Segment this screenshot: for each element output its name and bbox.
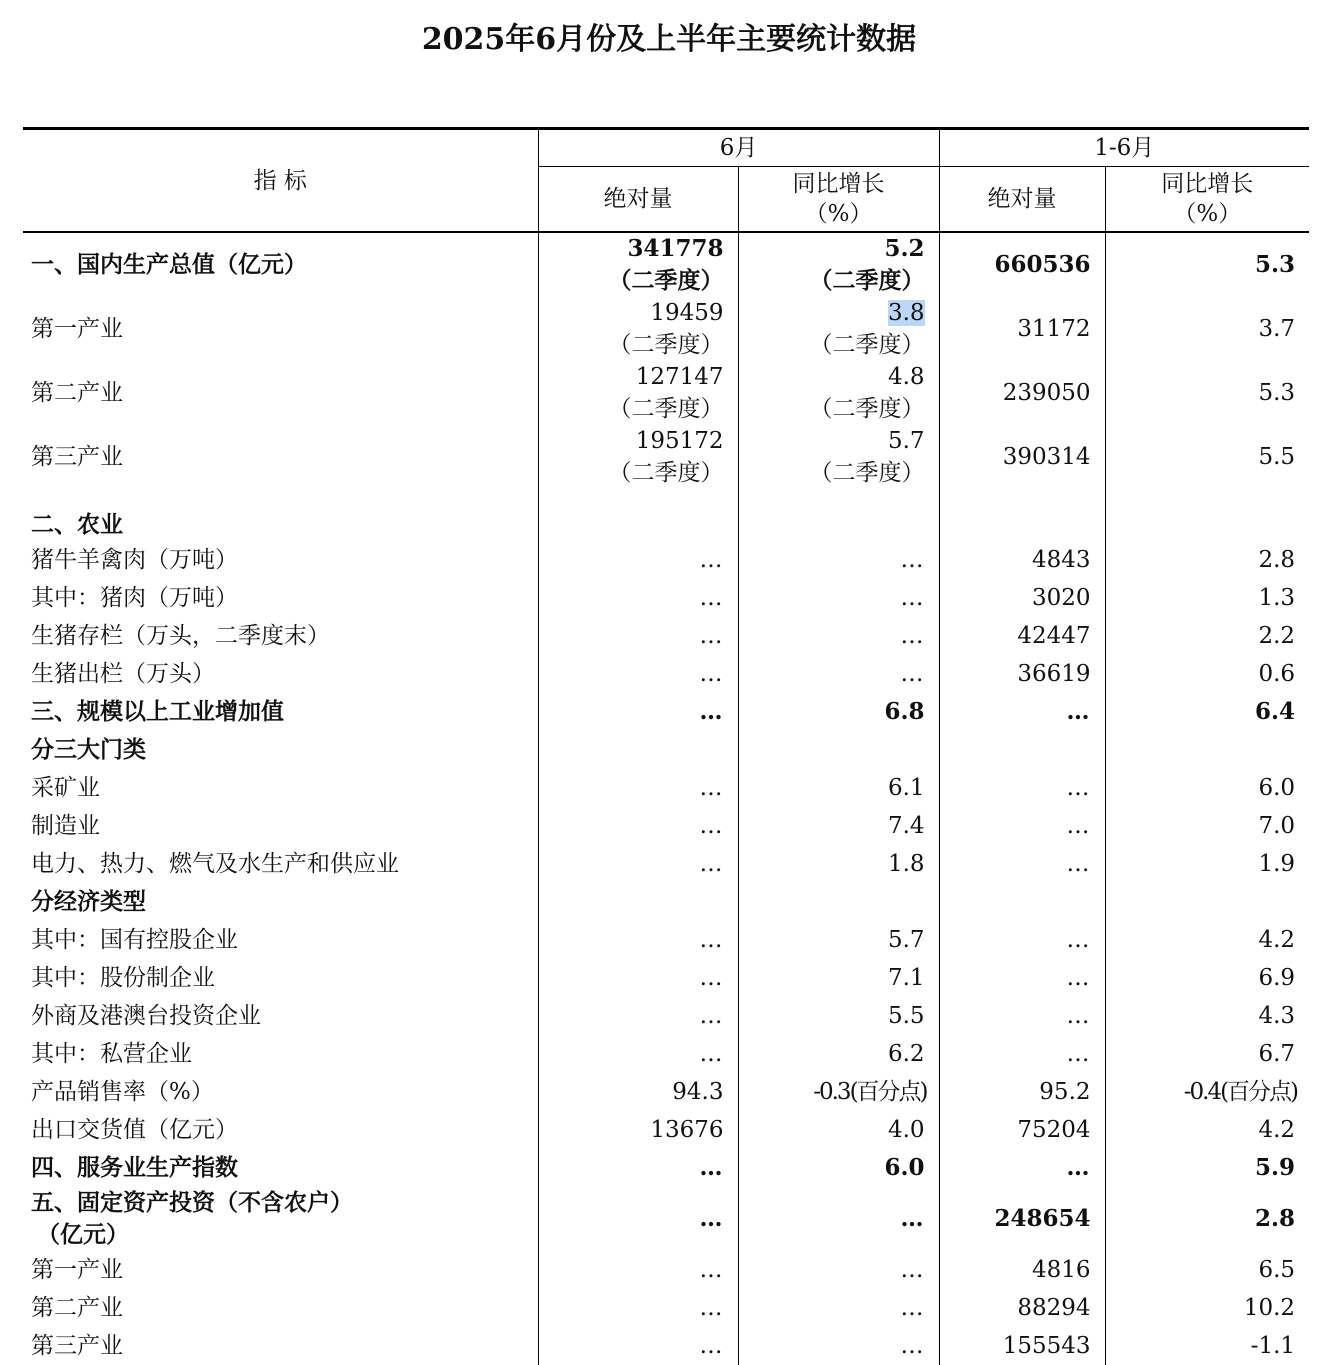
- table-row: [23, 617, 1309, 655]
- row-label: 三、规模以上工业增加值: [31, 698, 284, 725]
- row-label: 分经济类型: [31, 888, 146, 915]
- row-label: 电力、热力、燃气及水生产和供应业: [31, 851, 399, 877]
- june-absolute-cell: [538, 489, 738, 541]
- header-ytd-growth: [1105, 167, 1309, 233]
- ytd-absolute-cell: 155543: [939, 1327, 1105, 1365]
- value-note: （二季度）: [809, 332, 925, 358]
- ytd-growth-cell: 2.8: [1105, 541, 1309, 579]
- ytd-absolute-cell: …: [939, 845, 1105, 883]
- june-absolute-cell: [538, 297, 738, 361]
- header-ytd-absolute: 绝对量: [939, 167, 1105, 233]
- june-absolute-cell: …: [538, 1187, 738, 1251]
- ytd-absolute-cell: 239050: [939, 361, 1105, 425]
- table-row: [23, 297, 1309, 361]
- ytd-growth-cell: -0.4(百分点): [1105, 1073, 1309, 1111]
- june-growth-cell: [738, 232, 939, 297]
- june-absolute-cell: …: [538, 1327, 738, 1365]
- ytd-growth-cell: 4.3: [1105, 997, 1309, 1035]
- ytd-growth-cell: 6.0: [1105, 769, 1309, 807]
- table-row: [23, 921, 1309, 959]
- ytd-absolute-cell: [939, 489, 1105, 541]
- ytd-growth-cell: 0.6: [1105, 655, 1309, 693]
- june-growth-cell: 7.1: [738, 959, 939, 997]
- table-row: [23, 769, 1309, 807]
- june-growth-cell: [738, 731, 939, 769]
- june-growth-cell: …: [738, 1289, 939, 1327]
- june-absolute-cell: …: [538, 693, 738, 731]
- ytd-absolute-cell: 31172: [939, 297, 1105, 361]
- june-growth-cell: 5.7: [738, 921, 939, 959]
- ytd-growth-cell: [1105, 489, 1309, 541]
- ytd-growth-cell: 2.8: [1105, 1187, 1309, 1251]
- value-note: （二季度）: [809, 267, 925, 294]
- ytd-absolute-cell: 248654: [939, 1187, 1105, 1251]
- table-row: [23, 1251, 1309, 1289]
- value: 341778: [627, 235, 724, 262]
- row-label: 第三产业: [31, 444, 123, 470]
- june-absolute-cell: [538, 232, 738, 297]
- june-absolute-cell: …: [538, 617, 738, 655]
- row-label: 采矿业: [31, 775, 100, 801]
- june-growth-cell: 5.5: [738, 997, 939, 1035]
- ytd-growth-cell: 5.9: [1105, 1149, 1309, 1187]
- row-label: 第一产业: [31, 1257, 123, 1283]
- june-absolute-cell: …: [538, 1035, 738, 1073]
- table-row: [23, 1149, 1309, 1187]
- june-growth-cell: 6.0: [738, 1149, 939, 1187]
- ytd-growth-cell: 5.5: [1105, 425, 1309, 489]
- row-label: 第一产业: [31, 316, 123, 342]
- ytd-absolute-cell: …: [939, 921, 1105, 959]
- row-label: 猪牛羊禽肉（万吨）: [31, 547, 238, 573]
- table-row: [23, 655, 1309, 693]
- ytd-growth-cell: 4.2: [1105, 921, 1309, 959]
- june-growth-cell: [738, 489, 939, 541]
- section-row: [23, 489, 1309, 541]
- june-growth-cell: [738, 883, 939, 921]
- ytd-growth-cell: 6.4: [1105, 693, 1309, 731]
- row-label: 分三大门类: [31, 736, 146, 763]
- row-label: 产品销售率（%）: [31, 1079, 214, 1105]
- june-absolute-cell: [538, 883, 738, 921]
- table-row: [23, 1035, 1309, 1073]
- june-growth-cell: …: [738, 655, 939, 693]
- june-absolute-cell: …: [538, 959, 738, 997]
- june-growth-cell: …: [738, 579, 939, 617]
- ytd-growth-cell: 6.5: [1105, 1251, 1309, 1289]
- row-label: 其中：猪肉（万吨）: [31, 585, 238, 611]
- header-row-1: [23, 129, 1309, 167]
- june-absolute-cell: [538, 425, 738, 489]
- table-row: [23, 845, 1309, 883]
- ytd-growth-cell: 1.9: [1105, 845, 1309, 883]
- ytd-absolute-cell: 75204: [939, 1111, 1105, 1149]
- table-row: [23, 1187, 1309, 1251]
- section-row: [23, 883, 1309, 921]
- june-growth-cell: [738, 361, 939, 425]
- ytd-growth-cell: 6.7: [1105, 1035, 1309, 1073]
- statistics-table: [23, 127, 1309, 1365]
- ytd-absolute-cell: 95.2: [939, 1073, 1105, 1111]
- ytd-growth-cell: 3.7: [1105, 297, 1309, 361]
- ytd-absolute-cell: …: [939, 959, 1105, 997]
- value-note: （二季度）: [809, 396, 925, 422]
- june-growth-cell: 7.4: [738, 807, 939, 845]
- ytd-absolute-cell: …: [939, 769, 1105, 807]
- table-row: [23, 579, 1309, 617]
- value: 19459: [650, 300, 724, 326]
- value-selected[interactable]: 3.8: [887, 300, 925, 326]
- june-absolute-cell: …: [538, 655, 738, 693]
- ytd-growth-cell: [1105, 883, 1309, 921]
- row-label: 出口交货值（亿元）: [31, 1117, 238, 1143]
- june-growth-cell: 6.8: [738, 693, 939, 731]
- table-row: [23, 1111, 1309, 1149]
- ytd-absolute-cell: 4843: [939, 541, 1105, 579]
- row-label: 外商及港澳台投资企业: [31, 1003, 261, 1029]
- ytd-absolute-cell: …: [939, 693, 1105, 731]
- row-label-line1: 五、固定资产投资（不含农户）: [31, 1189, 353, 1216]
- june-growth-cell: -0.3(百分点): [738, 1073, 939, 1111]
- ytd-growth-cell: 5.3: [1105, 232, 1309, 297]
- row-label: 生猪存栏（万头，二季度末）: [31, 623, 330, 649]
- ytd-absolute-cell: 3020: [939, 579, 1105, 617]
- value: 195172: [635, 428, 724, 454]
- ytd-growth-cell: 6.9: [1105, 959, 1309, 997]
- table-row: [23, 1289, 1309, 1327]
- row-label-line2: （亿元）: [37, 1221, 129, 1248]
- table-row: [23, 1327, 1309, 1365]
- header-june-absolute: 绝对量: [538, 167, 738, 233]
- june-growth-cell: …: [738, 1327, 939, 1365]
- value-note: （二季度）: [608, 267, 724, 294]
- june-absolute-cell: …: [538, 1149, 738, 1187]
- june-absolute-cell: …: [538, 997, 738, 1035]
- ytd-absolute-cell: 4816: [939, 1251, 1105, 1289]
- header-june-growth: [738, 167, 939, 233]
- ytd-growth-cell: [1105, 731, 1309, 769]
- header-growth-line1: 同比增长: [792, 171, 885, 197]
- ytd-absolute-cell: …: [939, 807, 1105, 845]
- header-ytd: 1-6月: [939, 129, 1309, 167]
- june-growth-cell: 1.8: [738, 845, 939, 883]
- ytd-absolute-cell: …: [939, 1035, 1105, 1073]
- row-label: 第二产业: [31, 1295, 123, 1321]
- june-absolute-cell: …: [538, 769, 738, 807]
- table-row: [23, 232, 1309, 297]
- june-absolute-cell: 13676: [538, 1111, 738, 1149]
- value: 5.7: [887, 428, 925, 454]
- value-note: （二季度）: [608, 396, 724, 422]
- june-absolute-cell: [538, 731, 738, 769]
- june-absolute-cell: …: [538, 845, 738, 883]
- ytd-absolute-cell: [939, 731, 1105, 769]
- row-label: 其中：私营企业: [31, 1041, 192, 1067]
- row-label: 其中：股份制企业: [31, 965, 215, 991]
- table-row: [23, 361, 1309, 425]
- june-growth-cell: 4.0: [738, 1111, 939, 1149]
- row-label: 其中：国有控股企业: [31, 927, 238, 953]
- row-label: 一、国内生产总值（亿元）: [31, 251, 307, 278]
- june-growth-cell: 6.2: [738, 1035, 939, 1073]
- ytd-absolute-cell: 660536: [939, 232, 1105, 297]
- ytd-absolute-cell: 390314: [939, 425, 1105, 489]
- value-note: （二季度）: [608, 332, 724, 358]
- june-absolute-cell: …: [538, 921, 738, 959]
- june-growth-cell: [738, 297, 939, 361]
- ytd-absolute-cell: 88294: [939, 1289, 1105, 1327]
- table-row: [23, 541, 1309, 579]
- row-label: 二、农业: [31, 511, 123, 538]
- header-growth-line2: （%）: [1173, 201, 1242, 227]
- value: 127147: [635, 364, 724, 390]
- june-growth-cell: 6.1: [738, 769, 939, 807]
- june-absolute-cell: [538, 361, 738, 425]
- row-label: 制造业: [31, 813, 100, 839]
- value: 4.8: [887, 364, 925, 390]
- table-row: [23, 997, 1309, 1035]
- ytd-absolute-cell: [939, 883, 1105, 921]
- ytd-growth-cell: 10.2: [1105, 1289, 1309, 1327]
- header-growth-line2: （%）: [804, 201, 873, 227]
- page-title: 2025年6月份及上半年主要统计数据: [421, 22, 917, 57]
- value-note: （二季度）: [809, 460, 925, 486]
- june-growth-cell: …: [738, 541, 939, 579]
- ytd-growth-cell: 4.2: [1105, 1111, 1309, 1149]
- header-growth-line1: 同比增长: [1161, 171, 1254, 197]
- ytd-absolute-cell: 42447: [939, 617, 1105, 655]
- june-growth-cell: …: [738, 1251, 939, 1289]
- ytd-absolute-cell: 36619: [939, 655, 1105, 693]
- header-june: 6月: [538, 129, 939, 167]
- ytd-growth-cell: 7.0: [1105, 807, 1309, 845]
- june-absolute-cell: 94.3: [538, 1073, 738, 1111]
- table-row: [23, 425, 1309, 489]
- row-label: 生猪出栏（万头）: [31, 661, 215, 687]
- value: 5.2: [884, 235, 925, 262]
- ytd-growth-cell: 1.3: [1105, 579, 1309, 617]
- june-growth-cell: …: [738, 617, 939, 655]
- row-label: 第二产业: [31, 380, 123, 406]
- section-row: [23, 731, 1309, 769]
- ytd-growth-cell: -1.1: [1105, 1327, 1309, 1365]
- row-label: 第三产业: [31, 1333, 123, 1359]
- value-note: （二季度）: [608, 460, 724, 486]
- header-indicator: 指 标: [23, 129, 538, 233]
- ytd-growth-cell: 5.3: [1105, 361, 1309, 425]
- row-label: 四、服务业生产指数: [31, 1154, 238, 1181]
- june-absolute-cell: …: [538, 541, 738, 579]
- ytd-absolute-cell: …: [939, 997, 1105, 1035]
- table-row: [23, 693, 1309, 731]
- june-absolute-cell: …: [538, 807, 738, 845]
- ytd-absolute-cell: …: [939, 1149, 1105, 1187]
- june-growth-cell: …: [738, 1187, 939, 1251]
- ytd-growth-cell: 2.2: [1105, 617, 1309, 655]
- table-row: [23, 959, 1309, 997]
- table-row: [23, 807, 1309, 845]
- june-growth-cell: [738, 425, 939, 489]
- june-absolute-cell: …: [538, 1289, 738, 1327]
- table-row: [23, 1073, 1309, 1111]
- row-label: [23, 1187, 538, 1251]
- june-absolute-cell: …: [538, 1251, 738, 1289]
- june-absolute-cell: …: [538, 579, 738, 617]
